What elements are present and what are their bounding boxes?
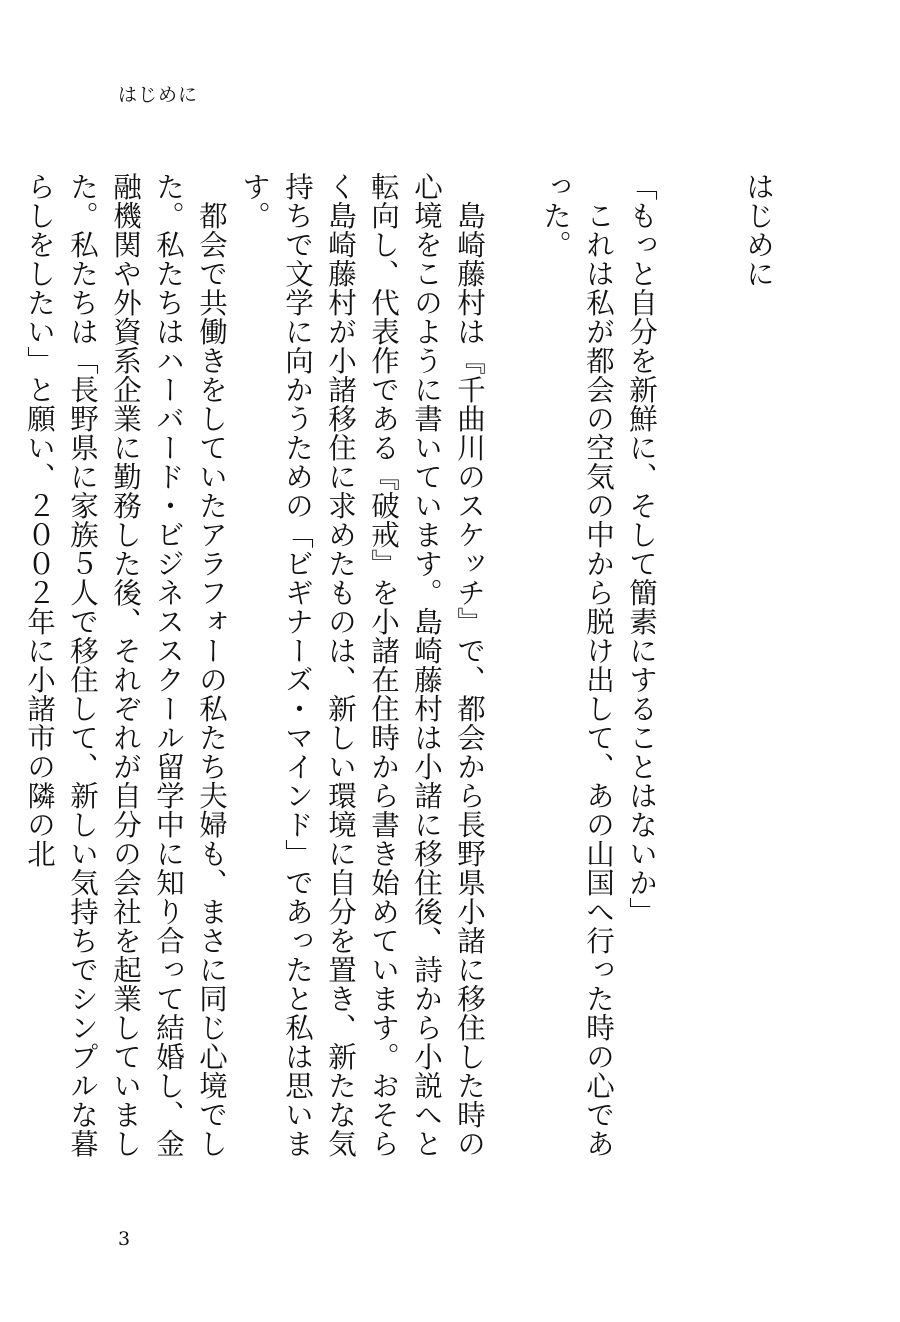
paragraph: 島崎藤村は『千曲川のスケッチ』で、都会から長野県小諸に移住した時の心境をこのように書いています。島崎藤村は小諸に移住後、詩から小説へと転向し、代表作である『破戒』を小諸在住時から書き始めています。おそらく島崎藤村が小諸移住に求めたものは、新しい環境に自分を置き、新たな気持ちで文学に向かうための「ビギナーズ・マインド」であったと私は思います。 bbox=[238, 172, 486, 1158]
paragraph: これは私が都会の空気の中から脱け出して、あの山国へ行った時の心であった。 bbox=[539, 172, 615, 1158]
quote-paragraph: 「もっと自分を新鮮に、そして簡素にすることはないか」 bbox=[625, 172, 658, 926]
chapter-title: はじめに bbox=[742, 172, 775, 288]
body-text bbox=[18, 172, 780, 1172]
paragraph-gap bbox=[491, 172, 534, 1172]
paragraph: 都会で共働きをしていたアラフォーの私たち夫婦も、まさに同じ心境でした。私たちはハーバード・ビジネススクール留学中に知り合って結婚し、金融機関や外資系企業に勤務した後、それぞれが自分の会社を起業していました。私たちは「長野県に家族５人で移住して、新しい気持ちでシンプルな暮らしをしたい」と願い、２００２年に小諸市の隣の北 bbox=[23, 172, 228, 1158]
page-number: 3 bbox=[118, 1228, 131, 1250]
running-head: はじめに bbox=[118, 84, 199, 106]
